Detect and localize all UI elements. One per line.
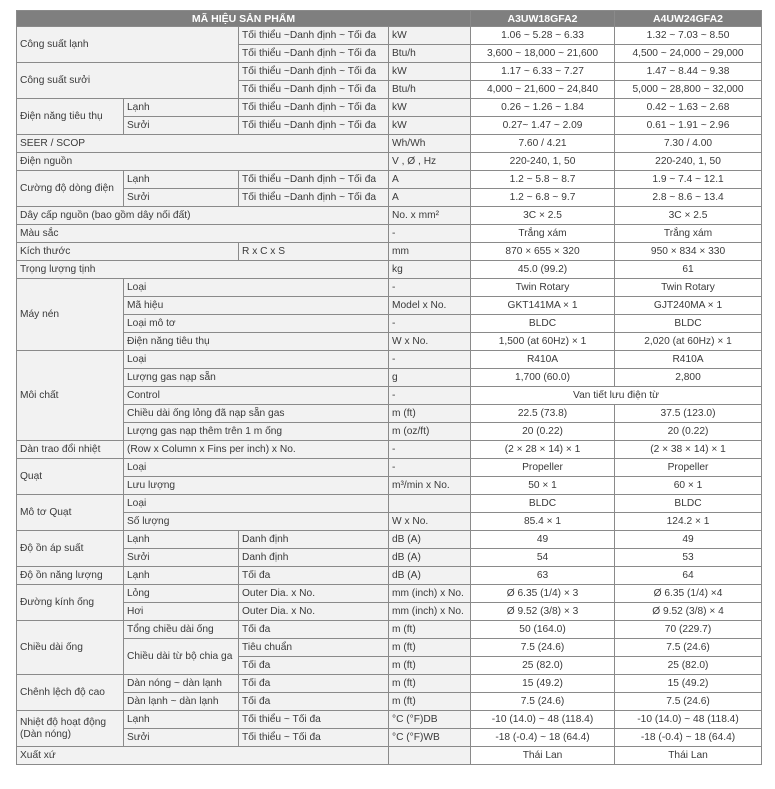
row-label: Điện năng tiêu thụ	[17, 99, 124, 135]
unit-cell: °C (°F)DB	[389, 711, 471, 729]
condition-cell: Tối thiểu ~ Tối đa	[239, 729, 389, 747]
table-row	[17, 639, 762, 657]
unit-cell: mm (inch) x No.	[389, 603, 471, 621]
sub-label: Sưởi	[124, 729, 239, 747]
model-1-value: Ø 6.35 (1/4) × 3	[471, 585, 615, 603]
model-2-value: 37.5 (123.0)	[615, 405, 762, 423]
model-1-value: 3,600 ~ 18,000 ~ 21,600	[471, 45, 615, 63]
table-row	[17, 405, 762, 423]
model-2-value: 25 (82.0)	[615, 657, 762, 675]
unit-cell: -	[389, 459, 471, 477]
model-1-value: 1,700 (60.0)	[471, 369, 615, 387]
model-2-value: BLDC	[615, 495, 762, 513]
row-label: Đường kính ống	[17, 585, 124, 621]
unit-cell: m (ft)	[389, 405, 471, 423]
unit-cell: mm	[389, 243, 471, 261]
model-2-value: Thái Lan	[615, 747, 762, 765]
unit-cell: m³/min x No.	[389, 477, 471, 495]
model-2-value: 1.47 ~ 8.44 ~ 9.38	[615, 63, 762, 81]
model-2-value: Ø 9.52 (3/8) × 4	[615, 603, 762, 621]
model-2-value: 3C × 2.5	[615, 207, 762, 225]
model-1-value: 54	[471, 549, 615, 567]
model-2-value: 70 (229.7)	[615, 621, 762, 639]
table-row	[17, 621, 762, 639]
model-1-value: 15 (49.2)	[471, 675, 615, 693]
table-row	[17, 477, 762, 495]
table-row	[17, 387, 762, 405]
model-2-value: 2,800	[615, 369, 762, 387]
condition-cell: Danh định	[239, 549, 389, 567]
unit-cell: A	[389, 171, 471, 189]
table-row	[17, 513, 762, 531]
unit-cell: V , Ø , Hz	[389, 153, 471, 171]
model-2-value: 0.42 ~ 1.63 ~ 2.68	[615, 99, 762, 117]
model-2-value: 60 × 1	[615, 477, 762, 495]
model-1-value: 1.06 ~ 5.28 ~ 6.33	[471, 27, 615, 45]
condition-cell: Tối thiểu ~Danh định ~ Tối đa	[239, 171, 389, 189]
sub-label: Hơi	[124, 603, 239, 621]
unit-cell: kW	[389, 27, 471, 45]
unit-cell: -	[389, 351, 471, 369]
table-row	[17, 171, 762, 189]
sub-label: Loại mô tơ	[124, 315, 389, 333]
table-row	[17, 729, 762, 747]
table-row	[17, 297, 762, 315]
unit-cell: -	[389, 441, 471, 459]
model-2-value: 220-240, 1, 50	[615, 153, 762, 171]
model-2-value: 2,020 (at 60Hz) × 1	[615, 333, 762, 351]
model-1-value: 7.60 / 4.21	[471, 135, 615, 153]
unit-cell: W x No.	[389, 513, 471, 531]
row-label: Máy nén	[17, 279, 124, 351]
sub-label: Chiều dài ống lỏng đã nạp sẵn gas	[124, 405, 389, 423]
row-label: Cường độ dòng điện	[17, 171, 124, 207]
unit-cell: m (ft)	[389, 675, 471, 693]
condition-cell: Tối thiểu ~Danh định ~ Tối đa	[239, 81, 389, 99]
table-row	[17, 117, 762, 135]
model-2-value: 5,000 ~ 28,800 ~ 32,000	[615, 81, 762, 99]
unit-cell: -	[389, 315, 471, 333]
model-2-value: R410A	[615, 351, 762, 369]
table-row	[17, 423, 762, 441]
condition-cell: Tối đa	[239, 657, 389, 675]
unit-cell	[389, 495, 471, 513]
sub-label: Loại	[124, 279, 389, 297]
sub-label: Mã hiệu	[124, 297, 389, 315]
unit-cell: No. x mm²	[389, 207, 471, 225]
condition-cell: Outer Dia. x No.	[239, 603, 389, 621]
model-2-value: Trắng xám	[615, 225, 762, 243]
sub-label: Lưu lượng	[124, 477, 389, 495]
sub-label: Số lượng	[124, 513, 389, 531]
model-2-value: GJT240MA × 1	[615, 297, 762, 315]
table-body	[17, 27, 762, 765]
table-row	[17, 315, 762, 333]
unit-cell: °C (°F)WB	[389, 729, 471, 747]
model-1-value: 3C × 2.5	[471, 207, 615, 225]
sub-label: Lạnh	[124, 711, 239, 729]
row-label: Quạt	[17, 459, 124, 495]
table-row	[17, 585, 762, 603]
table-row	[17, 135, 762, 153]
model-2-value: Ø 6.35 (1/4) ×4	[615, 585, 762, 603]
condition-cell: Tối thiểu ~Danh định ~ Tối đa	[239, 117, 389, 135]
model-2-value: 4,500 ~ 24,000 ~ 29,000	[615, 45, 762, 63]
model-1-value: 22.5 (73.8)	[471, 405, 615, 423]
condition-cell: Tối đa	[239, 693, 389, 711]
sub-label: Lạnh	[124, 99, 239, 117]
unit-cell: dB (A)	[389, 531, 471, 549]
model-1-value: 0.26 ~ 1.26 ~ 1.84	[471, 99, 615, 117]
sub-label: Lạnh	[124, 567, 239, 585]
table-row	[17, 279, 762, 297]
condition-cell: Tiêu chuẩn	[239, 639, 389, 657]
row-label: Độ ồn áp suất	[17, 531, 124, 567]
model-1-value: 870 × 655 × 320	[471, 243, 615, 261]
row-label: SEER / SCOP	[17, 135, 389, 153]
unit-cell: m (oz/ft)	[389, 423, 471, 441]
model-2-value: -18 (-0.4) ~ 18 (64.4)	[615, 729, 762, 747]
table-row	[17, 207, 762, 225]
unit-cell: Btu/h	[389, 81, 471, 99]
row-label: Màu sắc	[17, 225, 389, 243]
model-2-value: 1.9 ~ 7.4 ~ 12.1	[615, 171, 762, 189]
sub-label: Control	[124, 387, 389, 405]
table-row	[17, 675, 762, 693]
model-1-value: 49	[471, 531, 615, 549]
condition-cell: Tối thiểu ~Danh định ~ Tối đa	[239, 45, 389, 63]
condition-cell: Danh định	[239, 531, 389, 549]
shared-value: Van tiết lưu điện từ	[471, 387, 762, 405]
model-2-value: 20 (0.22)	[615, 423, 762, 441]
table-row	[17, 243, 762, 261]
table-row	[17, 603, 762, 621]
model-1-value: 1,500 (at 60Hz) × 1	[471, 333, 615, 351]
unit-cell: kW	[389, 99, 471, 117]
sub-label: Sưởi	[124, 189, 239, 207]
model-2-value: 7.5 (24.6)	[615, 639, 762, 657]
sub-label: Dàn lạnh ~ dàn lạnh	[124, 693, 239, 711]
header-model-1: A3UW18GFA2	[471, 11, 615, 27]
header-product-code-label: MÃ HIỆU SẢN PHẨM	[17, 11, 471, 27]
row-label: Nhiệt độ hoạt động (Dàn nóng)	[17, 711, 124, 747]
sub-label: Lượng gas nạp thêm trên 1 m ống	[124, 423, 389, 441]
sub-label: Sưởi	[124, 117, 239, 135]
row-label: Môi chất	[17, 351, 124, 441]
condition-cell: Tối thiểu ~Danh định ~ Tối đa	[239, 189, 389, 207]
row-label: Kích thước	[17, 243, 239, 261]
condition-cell: Tối thiểu ~Danh định ~ Tối đa	[239, 99, 389, 117]
model-2-value: 124.2 × 1	[615, 513, 762, 531]
unit-cell	[389, 747, 471, 765]
row-label: Chênh lệch độ cao	[17, 675, 124, 711]
unit-cell: dB (A)	[389, 567, 471, 585]
model-1-value: 45.0 (99.2)	[471, 261, 615, 279]
model-1-value: 25 (82.0)	[471, 657, 615, 675]
table-row	[17, 459, 762, 477]
table-row	[17, 261, 762, 279]
unit-cell: Btu/h	[389, 45, 471, 63]
unit-cell: -	[389, 387, 471, 405]
table-row	[17, 153, 762, 171]
model-1-value: BLDC	[471, 495, 615, 513]
sub-label: Lạnh	[124, 171, 239, 189]
model-1-value: BLDC	[471, 315, 615, 333]
model-1-value: 4,000 ~ 21,600 ~ 24,840	[471, 81, 615, 99]
unit-cell: g	[389, 369, 471, 387]
sub-label: Dàn nóng ~ dàn lạnh	[124, 675, 239, 693]
condition-cell: Outer Dia. x No.	[239, 585, 389, 603]
table-header	[17, 11, 762, 27]
model-1-value: 20 (0.22)	[471, 423, 615, 441]
model-2-value: 0.61 ~ 1.91 ~ 2.96	[615, 117, 762, 135]
table-row	[17, 711, 762, 729]
table-row	[17, 351, 762, 369]
model-2-value: 7.30 / 4.00	[615, 135, 762, 153]
row-label: Công suất sưởi	[17, 63, 239, 99]
condition-cell: Tối thiểu ~Danh định ~ Tối đa	[239, 63, 389, 81]
table-row	[17, 369, 762, 387]
model-2-value: -10 (14.0) ~ 48 (118.4)	[615, 711, 762, 729]
sub-label: Tổng chiều dài ống	[124, 621, 239, 639]
model-2-value: Propeller	[615, 459, 762, 477]
sub-label: (Row x Column x Fins per inch) x No.	[124, 441, 389, 459]
row-label: Xuất xứ	[17, 747, 389, 765]
unit-cell: Model x No.	[389, 297, 471, 315]
model-2-value: (2 × 38 × 14) × 1	[615, 441, 762, 459]
row-label: Độ ồn năng lượng	[17, 567, 124, 585]
sub-label: Điện năng tiêu thụ	[124, 333, 389, 351]
condition-cell: Tối thiểu ~ Tối đa	[239, 711, 389, 729]
row-label: Công suất lạnh	[17, 27, 239, 63]
model-1-value: 85.4 × 1	[471, 513, 615, 531]
sub-label: Sưởi	[124, 549, 239, 567]
model-2-value: Twin Rotary	[615, 279, 762, 297]
model-1-value: -18 (-0.4) ~ 18 (64.4)	[471, 729, 615, 747]
unit-cell: m (ft)	[389, 693, 471, 711]
condition-cell: Tối đa	[239, 675, 389, 693]
unit-cell: kg	[389, 261, 471, 279]
model-2-value: 49	[615, 531, 762, 549]
model-1-value: 63	[471, 567, 615, 585]
model-2-value: BLDC	[615, 315, 762, 333]
row-label: Điện nguồn	[17, 153, 389, 171]
model-1-value: 50 × 1	[471, 477, 615, 495]
row-label: Chiều dài ống	[17, 621, 124, 675]
table-row	[17, 567, 762, 585]
unit-cell: A	[389, 189, 471, 207]
table-row	[17, 189, 762, 207]
model-2-value: 950 × 834 × 330	[615, 243, 762, 261]
model-1-value: Twin Rotary	[471, 279, 615, 297]
sub-label: Loại	[124, 459, 389, 477]
model-2-value: 15 (49.2)	[615, 675, 762, 693]
table-row	[17, 531, 762, 549]
model-1-value: 7.5 (24.6)	[471, 693, 615, 711]
sub-label: Loại	[124, 351, 389, 369]
condition-cell: Tối đa	[239, 621, 389, 639]
sub-label: Lượng gas nạp sẵn	[124, 369, 389, 387]
condition-cell: Tối đa	[239, 567, 389, 585]
table-row	[17, 225, 762, 243]
model-1-value: 1.2 ~ 6.8 ~ 9.7	[471, 189, 615, 207]
model-1-value: GKT141MA × 1	[471, 297, 615, 315]
model-1-value: R410A	[471, 351, 615, 369]
model-2-value: 7.5 (24.6)	[615, 693, 762, 711]
table-row	[17, 333, 762, 351]
sub-label: Chiều dài từ bộ chia ga	[124, 639, 239, 675]
model-2-value: 2.8 ~ 8.6 ~ 13.4	[615, 189, 762, 207]
unit-cell: dB (A)	[389, 549, 471, 567]
sub-label: Loại	[124, 495, 389, 513]
model-1-value: 0.27~ 1.47 ~ 2.09	[471, 117, 615, 135]
unit-cell: mm (inch) x No.	[389, 585, 471, 603]
spec-table	[16, 10, 762, 765]
model-1-value: 7.5 (24.6)	[471, 639, 615, 657]
unit-cell: kW	[389, 117, 471, 135]
sub-label: Lỏng	[124, 585, 239, 603]
model-1-value: Propeller	[471, 459, 615, 477]
table-row	[17, 441, 762, 459]
unit-cell: -	[389, 279, 471, 297]
table-row	[17, 63, 762, 81]
table-row	[17, 99, 762, 117]
model-2-value: 1.32 ~ 7.03 ~ 8.50	[615, 27, 762, 45]
unit-cell: m (ft)	[389, 657, 471, 675]
model-1-value: 1.17 ~ 6.33 ~ 7.27	[471, 63, 615, 81]
row-label: Mô tơ Quạt	[17, 495, 124, 531]
condition-cell: R x C x S	[239, 243, 389, 261]
model-1-value: 220-240, 1, 50	[471, 153, 615, 171]
condition-cell: Tối thiểu ~Danh định ~ Tối đa	[239, 27, 389, 45]
header-row	[17, 11, 762, 27]
table-row	[17, 549, 762, 567]
model-2-value: 53	[615, 549, 762, 567]
unit-cell: -	[389, 225, 471, 243]
model-1-value: Thái Lan	[471, 747, 615, 765]
table-row	[17, 495, 762, 513]
table-row	[17, 27, 762, 45]
model-2-value: 61	[615, 261, 762, 279]
model-1-value: 1.2 ~ 5.8 ~ 8.7	[471, 171, 615, 189]
row-label: Trọng lượng tịnh	[17, 261, 389, 279]
header-model-2: A4UW24GFA2	[615, 11, 762, 27]
model-1-value: -10 (14.0) ~ 48 (118.4)	[471, 711, 615, 729]
unit-cell: m (ft)	[389, 639, 471, 657]
unit-cell: kW	[389, 63, 471, 81]
unit-cell: Wh/Wh	[389, 135, 471, 153]
model-1-value: 50 (164.0)	[471, 621, 615, 639]
table-row	[17, 747, 762, 765]
sub-label: Lạnh	[124, 531, 239, 549]
unit-cell: m (ft)	[389, 621, 471, 639]
model-2-value: 64	[615, 567, 762, 585]
unit-cell: W x No.	[389, 333, 471, 351]
row-label: Dây cấp nguồn (bao gồm dây nối đất)	[17, 207, 389, 225]
model-1-value: (2 × 28 × 14) × 1	[471, 441, 615, 459]
table-row	[17, 693, 762, 711]
model-1-value: Ø 9.52 (3/8) × 3	[471, 603, 615, 621]
model-1-value: Trắng xám	[471, 225, 615, 243]
row-label: Dàn trao đổi nhiệt	[17, 441, 124, 459]
